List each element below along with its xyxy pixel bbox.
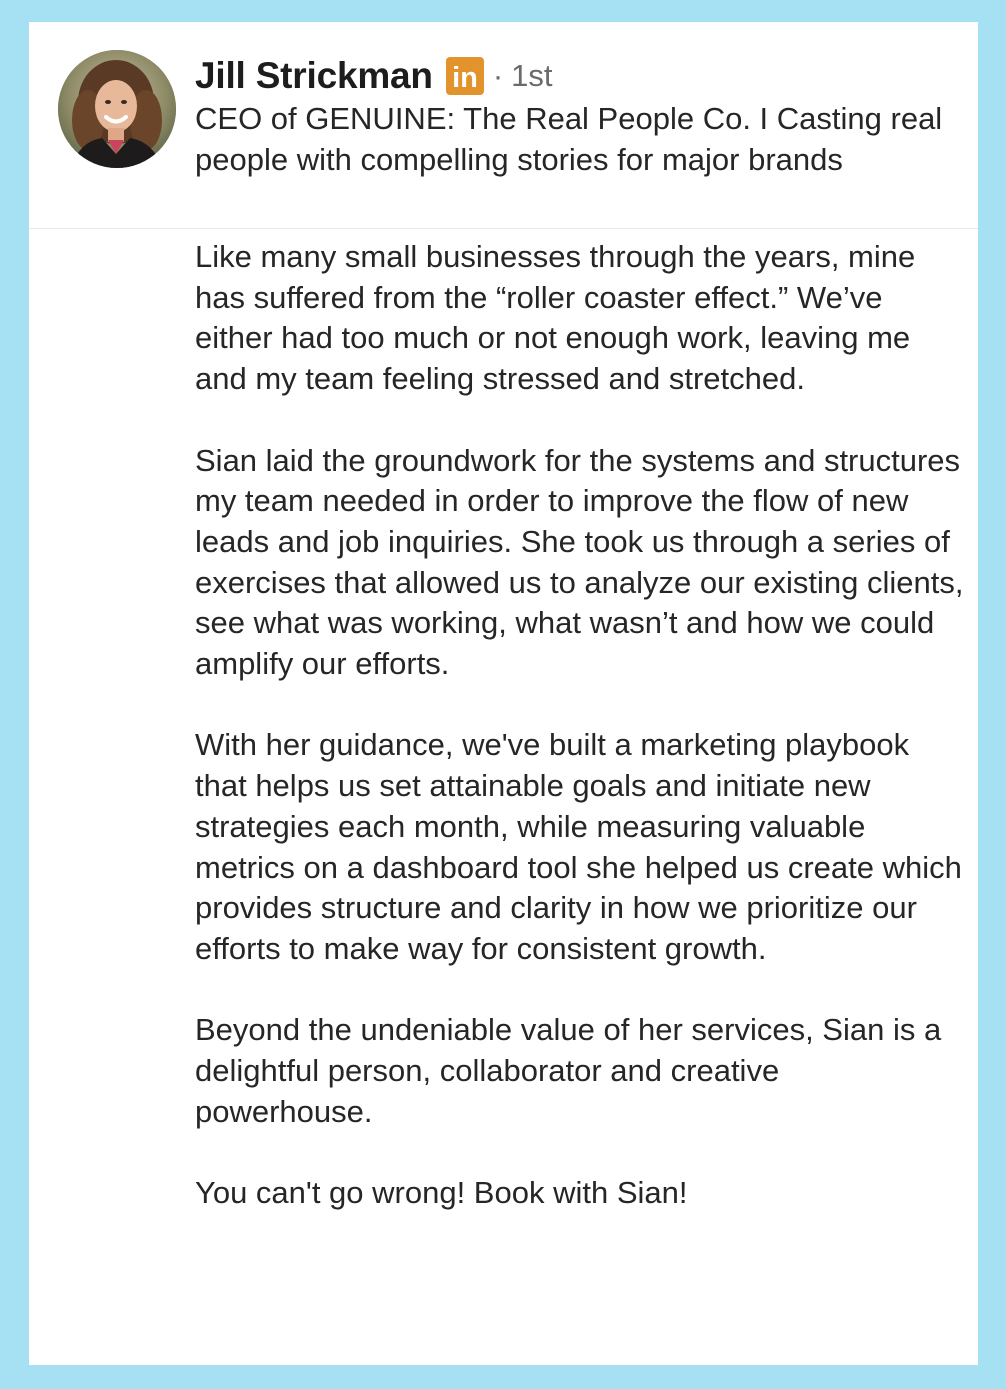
- connection-degree: [493, 58, 553, 94]
- recommendation-card: [29, 22, 978, 1365]
- paragraph: With her guidance, we've built a marketing playbook that helps us set attainable goals and initiate new strategies each month, while measuring valuable metrics on a dashboard tool she helped us create which provides structure and clarity in how we prioritize our efforts to make way for consistent growth.: [195, 727, 962, 966]
- degree-label: 1st: [511, 58, 553, 93]
- paragraph: You can't go wrong! Book with Sian!: [195, 1175, 688, 1211]
- avatar[interactable]: [58, 50, 176, 168]
- linkedin-icon: [445, 56, 485, 96]
- profile-headline: CEO of GENUINE: The Real People Co. I Casting real people with compelling stories for major brands: [195, 101, 943, 177]
- degree-separator: ·: [492, 58, 504, 93]
- recommendation-text: [195, 237, 965, 1214]
- avatar-portrait-icon: [58, 50, 176, 168]
- paragraph: Beyond the undeniable value of her services, Sian is a delightful person, collaborator and creative powerhouse.: [195, 1012, 942, 1129]
- paragraph: Sian laid the groundwork for the systems and structures my team needed in order to improve the flow of new leads and job inquiries. She took us through a series of exercises that allowed us to analyze our existing clients, see what was working, what wasn’t and how we could amplify our efforts.: [195, 442, 964, 682]
- header-divider: [29, 228, 978, 229]
- profile-header: [29, 22, 978, 228]
- linkedin-badge-text: in: [451, 62, 478, 94]
- paragraph: Like many small businesses through the years, mine has suffered from the “roller coaster effect.” We’ve either had too much or not enough work, leaving me and my team feeling stressed and stretched.: [195, 239, 916, 397]
- name-row: [195, 52, 553, 100]
- profile-name[interactable]: Jill Strickman: [195, 55, 433, 96]
